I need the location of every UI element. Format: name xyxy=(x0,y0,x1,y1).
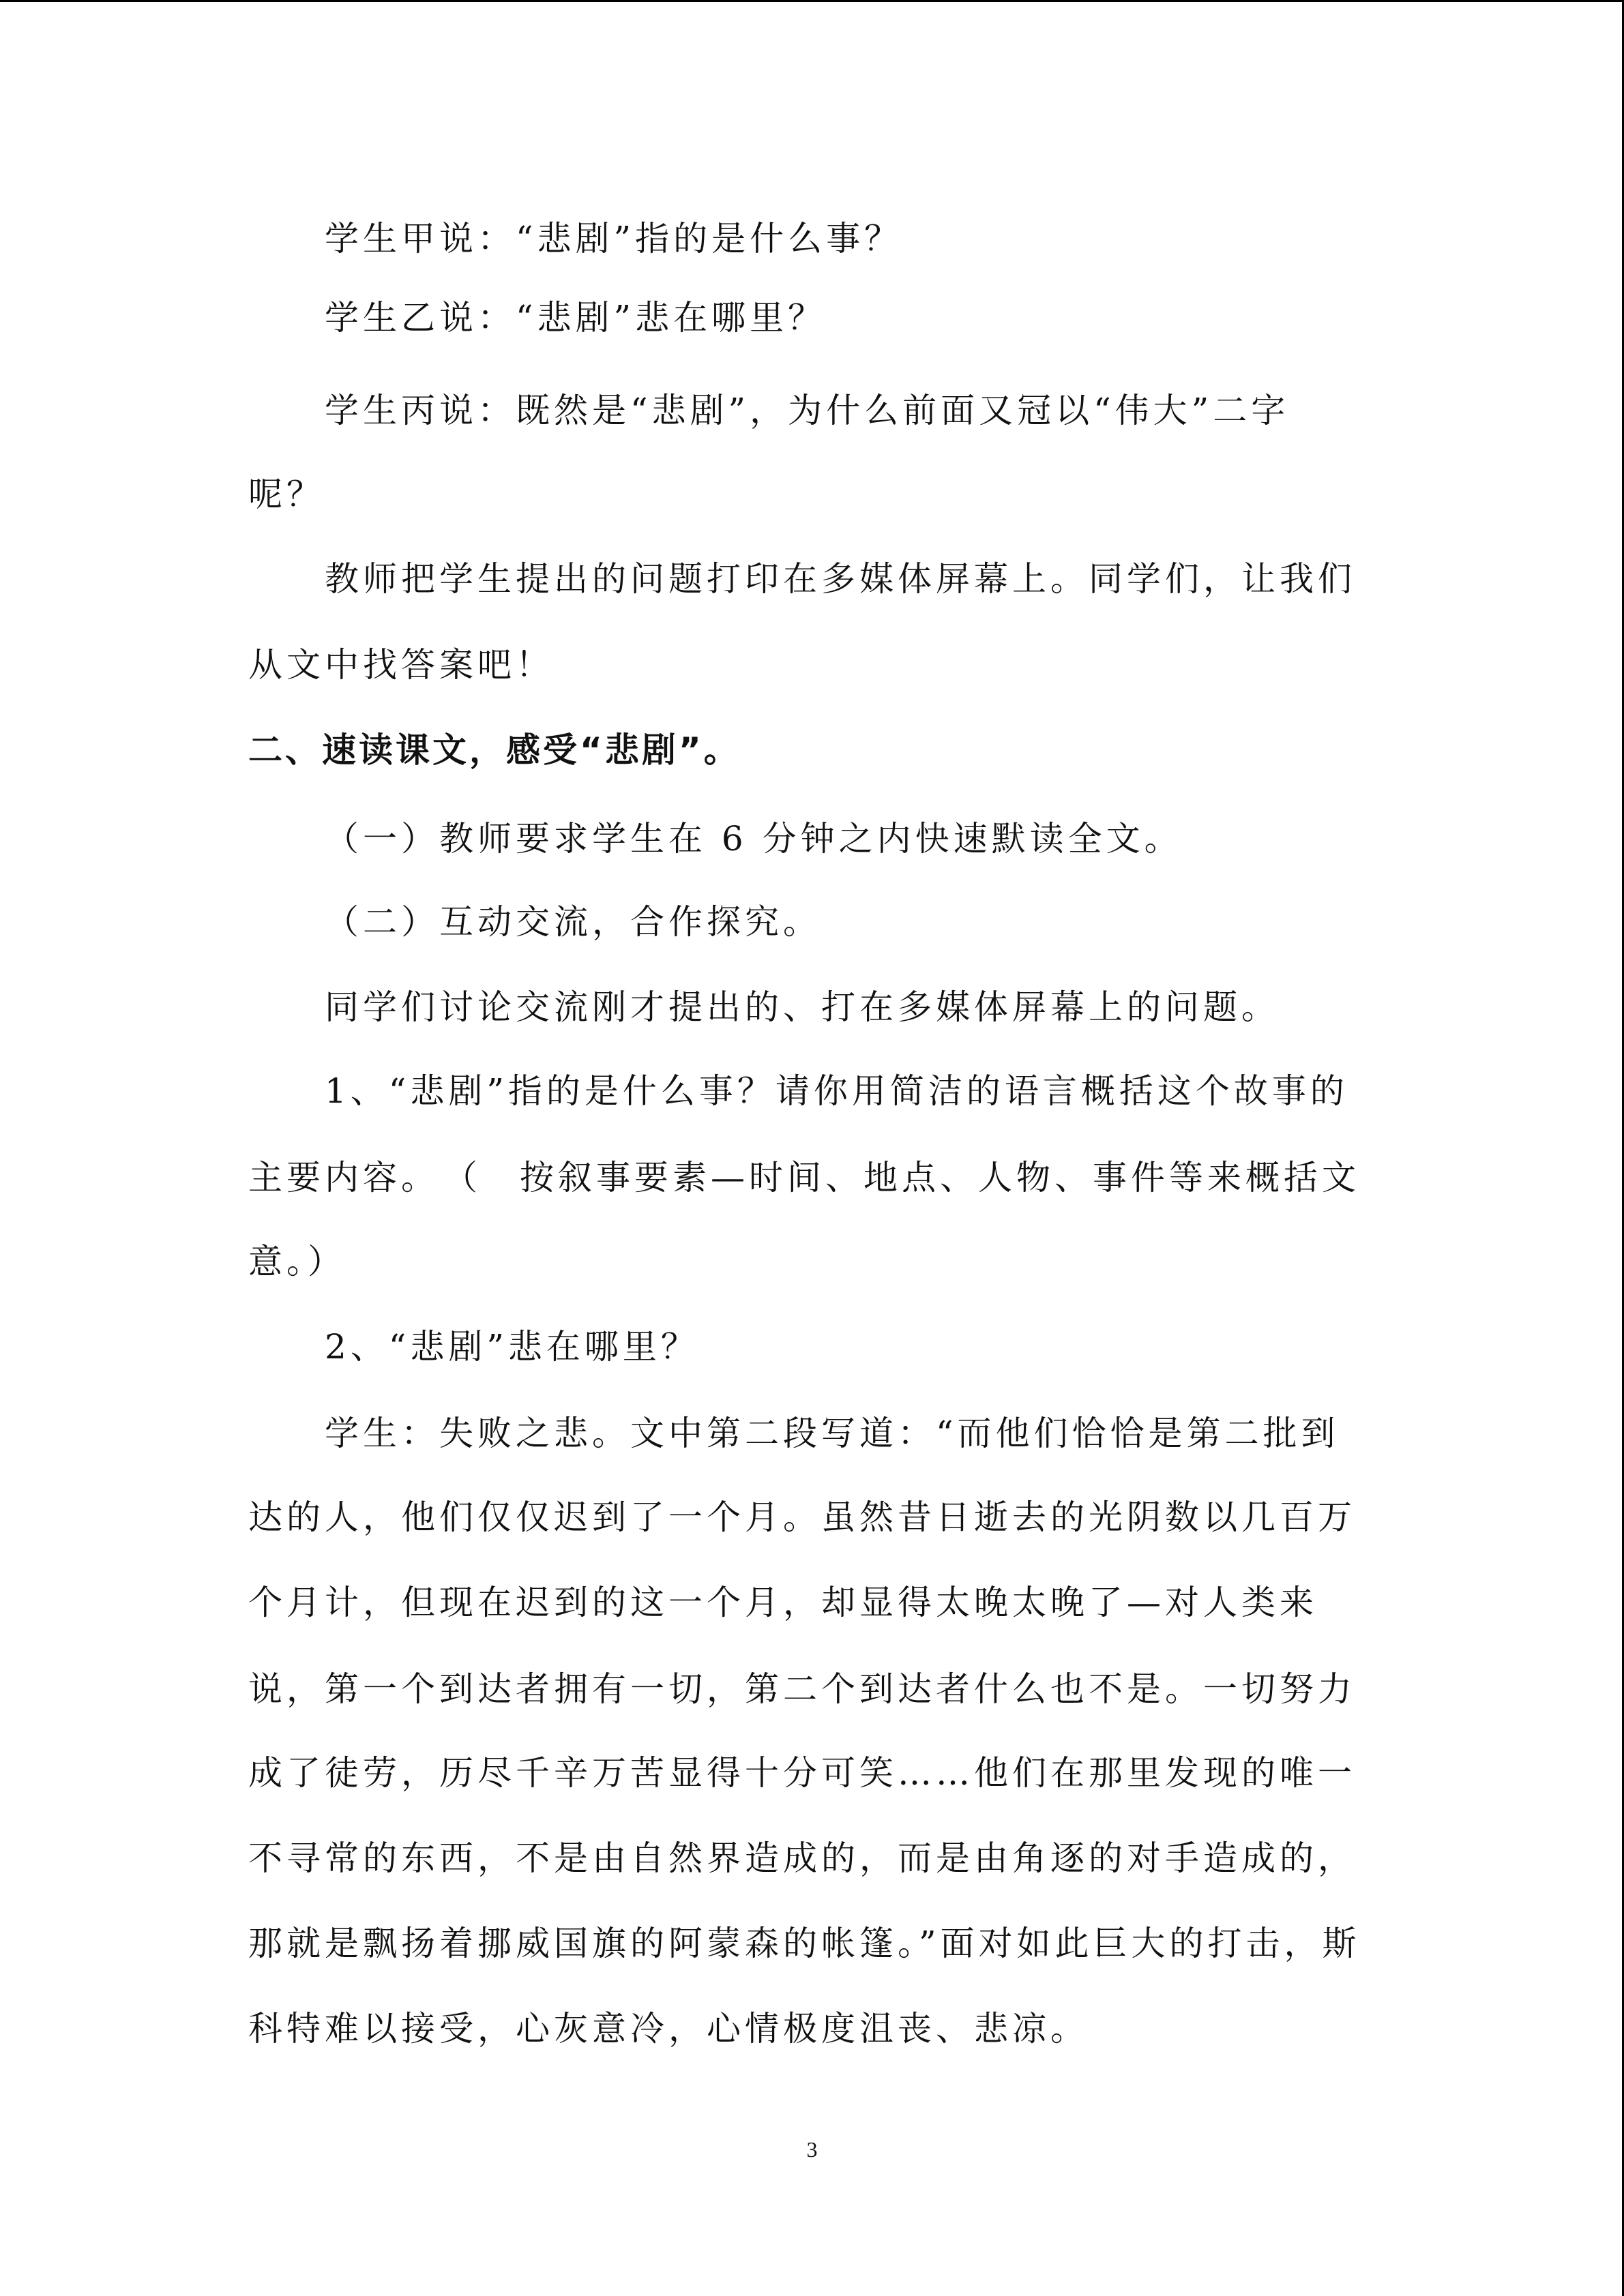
text-line: （一）教师要求学生在 6 分钟之内快速默读全文。 xyxy=(325,819,1183,859)
text-line: 意。） xyxy=(248,1242,346,1281)
text-line: 学生：失败之悲。文中第二段写道：“而他们恰恰是第二批到 xyxy=(325,1414,1340,1453)
text-line: 达的人，他们仅仅迟到了一个月。虽然昔日逝去的光阴数以几百万 xyxy=(248,1497,1356,1537)
text-line: 学生甲说：“悲剧”指的是什么事？ xyxy=(325,219,903,258)
text-line: 主要内容。 （ 按叙事要素—时间、地点、人物、事件等来概括文 xyxy=(248,1158,1360,1197)
text-line: 同学们讨论交流刚才提出的、打在多媒体屏幕上的问题。 xyxy=(325,987,1280,1027)
text-line: 个月计，但现在迟到的这一个月，却显得太晚太晚了—对人类来 xyxy=(248,1583,1318,1622)
text-line: 呢？ xyxy=(248,475,325,514)
text-line: 成了徒劳，历尽千辛万苦显得十分可笑……他们在那里发现的唯一 xyxy=(248,1753,1356,1793)
text-line: 2、“悲剧”悲在哪里？ xyxy=(325,1327,699,1367)
page-number: 3 xyxy=(806,2137,818,2162)
text-line: 1、“悲剧”指的是什么事？请你用简洁的语言概括这个故事的 xyxy=(325,1071,1348,1111)
section-heading: 二、速读课文，感受“悲剧”。 xyxy=(248,730,741,770)
text-line: （二）互动交流，合作探究。 xyxy=(325,902,821,942)
text-line: 学生乙说：“悲剧”悲在哪里？ xyxy=(325,298,827,338)
text-line: 教师把学生提出的问题打印在多媒体屏幕上。同学们，让我们 xyxy=(325,559,1356,599)
text-line: 学生丙说：既然是“悲剧”，为什么前面又冠以“伟大”二字 xyxy=(325,391,1290,430)
text-line: 那就是飘扬着挪威国旗的阿蒙森的帐篷。”面对如此巨大的打击，斯 xyxy=(248,1924,1361,1963)
text-line: 从文中找答案吧！ xyxy=(248,645,554,685)
text-line: 不寻常的东西，不是由自然界造成的，而是由角逐的对手造成的， xyxy=(248,1838,1356,1878)
text-line: 说，第一个到达者拥有一切，第二个到达者什么也不是。一切努力 xyxy=(248,1669,1356,1709)
text-line: 科特难以接受，心灰意冷，心情极度沮丧、悲凉。 xyxy=(248,2009,1089,2048)
